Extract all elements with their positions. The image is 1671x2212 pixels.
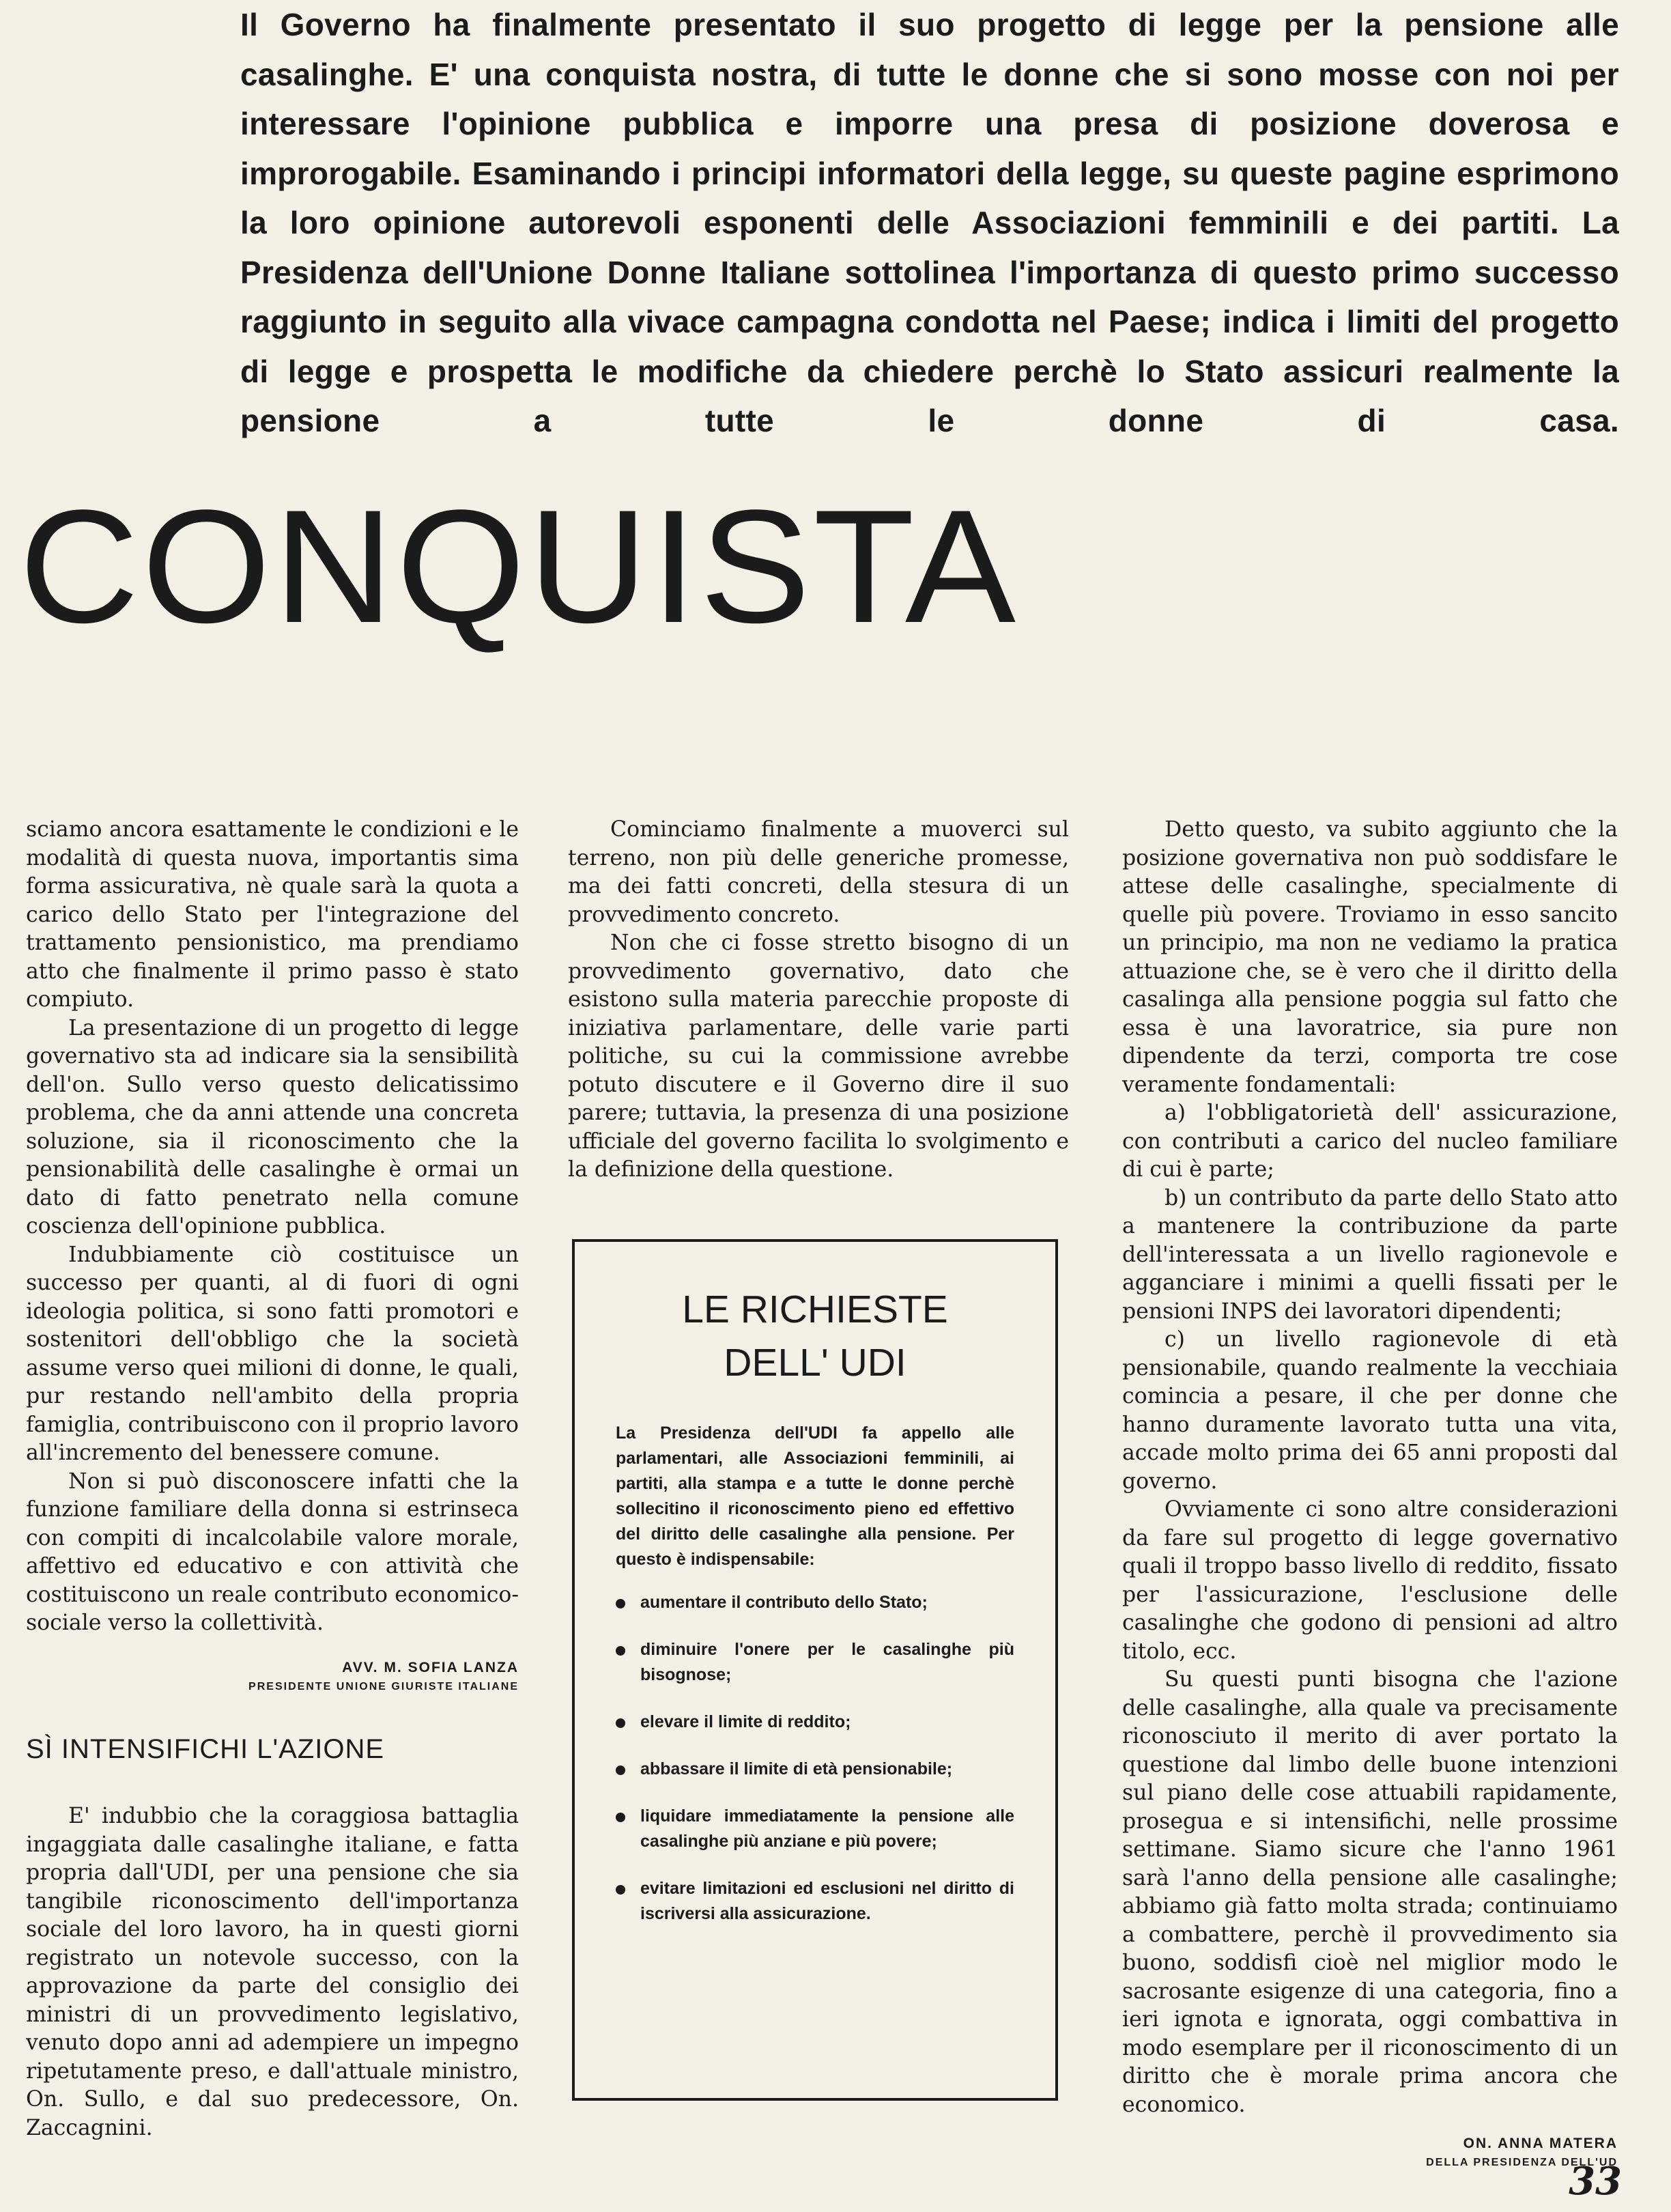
page-number: 33 bbox=[1569, 2159, 1622, 2204]
bullet-icon bbox=[616, 1813, 625, 1822]
paragraph: Cominciamo finalmente a muoverci sul terreno, non più delle generiche promesse, ma dei fatti concreti, della stesura di un provvedimento concreto. bbox=[568, 817, 1069, 927]
bullet-icon bbox=[616, 1718, 625, 1728]
paragraph: Detto questo, va subito aggiunto che la posizione governativa non può soddisfare le attese delle casalinghe, specialmente di quelle più povere. Troviamo in esso sancito un principio, ma non ne vediamo la pratica attuazione che, se è vero che il diritto della casalinga alla pensione poggia sul fatto che essa è una lavoratrice, sia pure non dipendente da terzi, comporta tre cose veramente fondamentali: bbox=[1122, 817, 1618, 1097]
box-intro: La Presidenza dell'UDI fa appello alle parlamentari, alle Associazioni femminili, ai partiti, alla stampa e a tutte le donne perchè sollecitino il riconoscimento pieno ed effettivo del diritto delle casalinghe alla pensione. Per questo è indispensabile: bbox=[616, 1423, 1014, 1569]
list-item bbox=[616, 1804, 1014, 1854]
signature-name: ON. ANNA MATERA bbox=[1463, 2136, 1618, 2151]
list-item bbox=[616, 1757, 1014, 1782]
column-2 bbox=[568, 816, 1069, 1185]
bullet-icon bbox=[616, 1599, 625, 1608]
signature-matera bbox=[1122, 2134, 1618, 2172]
paragraph: Ovviamente ci sono altre considerazioni da fare sul progetto di legge governativo quali il troppo basso livello di reddito, fissato per l'assicurazione, l'esclusione delle casalinghe che godono di pensioni ad altro titolo, ecc. bbox=[1122, 1497, 1618, 1664]
list-item-text: liquidare immediatamente la pensione alle casalinghe più anziane e più povere; bbox=[640, 1806, 1014, 1851]
paragraph: La presentazione di un progetto di legge governativo sta ad indicare sia la sensibilità dell'on. Sullo verso questo delicatissimo problema, che da anni attende una concreta soluzione, sia il riconoscimento che la pensionabilità delle casalinghe è ormai un dato di fatto penetrato nella comune coscienza dell'opinione pubblica. bbox=[26, 1015, 519, 1238]
paragraph: Non che ci fosse stretto bisogno di un provvedimento governativo, dato che esistono sulla materia parecchie proposte di iniziativa parlamentare, delle varie parti politiche, su cui la commissione avrebbe potuto discutere e il Governo dire il suo parere; tuttavia, la presenza di una posizione ufficiale del governo facilita lo svolgimento e la definizione della questione. bbox=[568, 931, 1069, 1182]
column-1 bbox=[26, 816, 519, 1697]
signature-role: DELLA PRESIDENZA DELL'UD bbox=[1426, 2157, 1618, 2168]
list-item bbox=[616, 1590, 1014, 1615]
udi-requests-box bbox=[572, 1239, 1058, 2101]
box-title-line: DELL' UDI bbox=[724, 1341, 906, 1385]
list-item bbox=[616, 1876, 1014, 1927]
section-subhead: SÌ INTENSIFICHI L'AZIONE bbox=[26, 1734, 385, 1764]
list-item-text: evitare limitazioni ed esclusioni nel diritto di iscriversi alla assicurazione. bbox=[640, 1879, 1014, 1923]
list-item-text: aumentare il contributo dello Stato; bbox=[640, 1593, 928, 1612]
paragraph: E' indubbio che la coraggiosa battaglia ingaggiata dalle casalinghe italiane, e fatta propria dall'UDI, per una pensione che sia tangibile riconoscimento dell'importanza sociale del loro lavoro, ha in questi giorni registrato un notevole successo, con la approvazione da parte del consiglio dei ministri di un provvedimento legislativo, venuto dopo anni ad adempiere un impegno ripetutamente preso, e dall'attuale ministro, On. Sullo, e dal suo predecessore, On. Zaccagnini. bbox=[26, 1804, 519, 2140]
box-list bbox=[616, 1590, 1014, 1927]
intro-paragraph: Il Governo ha finalmente presentato il suo progetto di legge per la pensione alle casalinghe. E' una conquista nostra, di tutte le donne che si sono mosse con noi per interessare l'opinione pubblica e imporre una presa di posizione doverosa e improrogabile. Esaminando i principi informatori della legge, su queste pagine esprimono la loro opinione autorevoli esponenti delle Associazioni femminili e dei partiti. La Presidenza dell'Unione Donne Italiane sottolinea l'importanza di questo primo successo raggiunto in seguito alla vivace campagna condotta nel Paese; indica i limiti del progetto di legge e prospetta le modifiche da chiedere perchè lo Stato assicuri realmente la pensione a tutte le donne di casa. bbox=[240, 7, 1619, 438]
paragraph: sciamo ancora esattamente le condizioni e le modalità di questa nuova, importantis sima forma assicurativa, nè quale sarà la quota a carico dello Stato per l'integrazione del trattamento pensionistico, ma prendiamo atto che finalmente il primo passo è stato compiuto. bbox=[26, 817, 519, 1012]
signature-role: PRESIDENTE UNIONE GIURISTE ITALIANE bbox=[248, 1680, 519, 1692]
bullet-icon bbox=[616, 1885, 625, 1895]
signature-name: AVV. M. SOFIA LANZA bbox=[342, 1659, 519, 1675]
paragraph: a) l'obbligatorietà dell' assicurazione, con contributi a carico del nucleo familiare di cui è parte; bbox=[1122, 1101, 1618, 1182]
list-item-text: elevare il limite di reddito; bbox=[640, 1712, 851, 1731]
box-title-line: LE RICHIESTE bbox=[682, 1288, 948, 1331]
box-title bbox=[575, 1283, 1055, 1389]
column-3 bbox=[1122, 816, 1618, 2172]
list-item-text: diminuire l'onere per le casalinghe più bisognose; bbox=[640, 1640, 1014, 1684]
headline: CONQUISTA bbox=[19, 477, 1019, 657]
paragraph: Su questi punti bisogna che l'azione delle casalinghe, alla quale va precisamente riconosciuto il merito di aver portato la questione dal limbo delle buone intenzioni sul piano delle cose attuabili rapidamente, prosegua e si intensifichi, nelle prossime settimane. Siamo sicure che l'anno 1961 sarà l'anno della pensione alle casalinghe; abbiamo già fatto molta strada; continuiamo a combattere, perchè il provvedimento sia buono, soddisfi cioè nel miglior modo le sacrosante esigenze di una categoria, fino a ieri ignota e ignorata, oggi combattiva in modo esemplare per il riconoscimento di un diritto che è morale prima ancora che economico. bbox=[1122, 1667, 1618, 2117]
paragraph: Non si può disconoscere infatti che la funzione familiare della donna si estrinseca con compiti di incalcolabile valore morale, affettivo ed educativo e con attività che costituiscono un reale contributo economico-sociale verso la collettività. bbox=[26, 1469, 519, 1635]
column-1-lower bbox=[26, 1802, 519, 2142]
list-item bbox=[616, 1637, 1014, 1688]
list-item bbox=[616, 1710, 1014, 1735]
bullet-icon bbox=[616, 1646, 625, 1656]
paragraph: Indubbiamente ciò costituisce un successo per quanti, al di fuori di ogni ideologia politica, si sono fatti promotori e sostenitori dell'obbligo che la società assume verso quei milioni di donne, le quali, pur restando nell'ambito della propria famiglia, contribuiscono con il proprio lavoro all'incremento del benessere comune. bbox=[26, 1242, 519, 1465]
signature-lanza bbox=[26, 1658, 519, 1697]
paragraph: c) un livello ragionevole di età pensionabile, quando realmente la vecchiaia comincia a pesare, il che per donne che hanno duramente lavorato tutta una vita, accade molto prima dei 65 anni proposti dal governo. bbox=[1122, 1327, 1618, 1494]
bullet-icon bbox=[616, 1766, 625, 1775]
list-item-text: abbassare il limite di età pensionabile; bbox=[640, 1759, 953, 1778]
paragraph: b) un contributo da parte dello Stato atto a mantenere la contribuzione da parte dell'interessata a un livello ragionevole e agganciare i minimi a quelli fissati per le pensioni INPS dei lavoratori dipendenti; bbox=[1122, 1185, 1618, 1324]
